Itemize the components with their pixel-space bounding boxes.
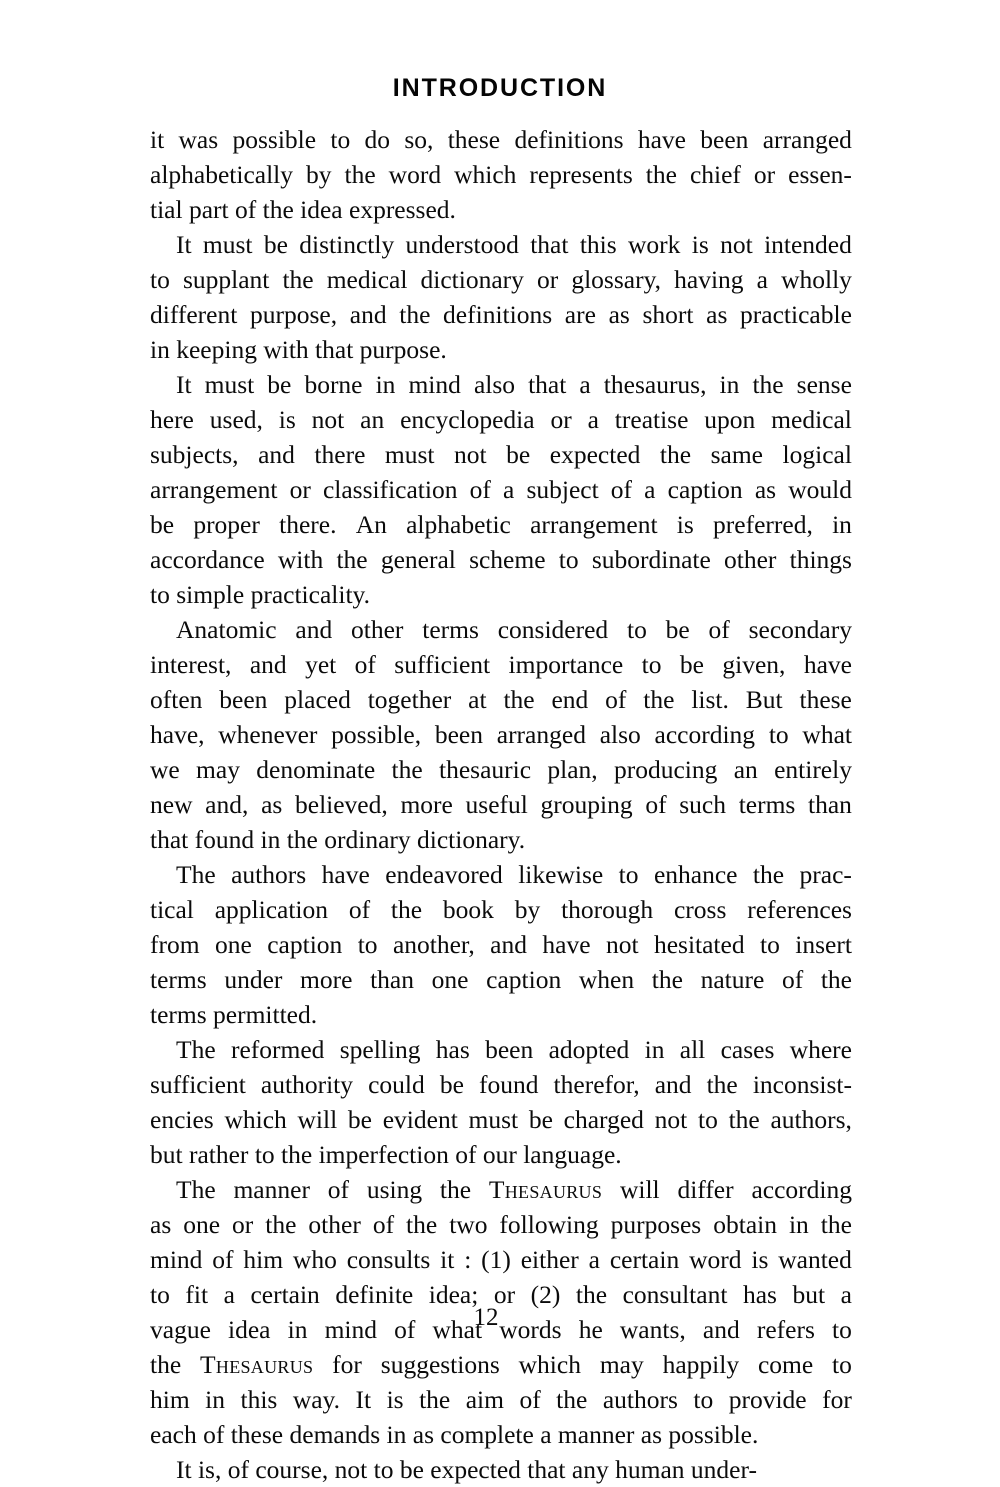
paragraph xyxy=(150,1032,852,1172)
text-line: to supplant the medical dictionary or glossary, having a wholly xyxy=(150,265,852,294)
text-line: the Thesaurus for suggestions which may happily come to xyxy=(150,1347,852,1382)
text-line: alphabetically by the word which represents the chief or essen- xyxy=(150,160,852,189)
text-line: It must be borne in mind also that a thesaurus, in the sense xyxy=(176,370,852,399)
text-line: here used, is not an encyclopedia or a treatise upon medical xyxy=(150,405,852,434)
paragraph xyxy=(150,857,852,1032)
small-caps-word: Thesaurus xyxy=(488,1175,603,1204)
text-line: to simple practicality. xyxy=(150,580,371,609)
text-line: terms permitted. xyxy=(150,1000,318,1029)
text-line: The manner of using the Thesaurus will differ according xyxy=(150,1172,852,1207)
text-line: accordance with the general scheme to subordinate other things xyxy=(150,545,852,574)
text-line: in keeping with that purpose. xyxy=(150,335,447,364)
text-line: It must be distinctly understood that this work is not intended xyxy=(176,230,852,259)
text-line: It is, of course, not to be expected that any human under- xyxy=(176,1455,757,1484)
text-line: him in this way. It is the aim of the authors to provide for xyxy=(150,1385,852,1414)
text-line: that found in the ordinary dictionary. xyxy=(150,825,526,854)
text-line: tial part of the idea expressed. xyxy=(150,195,456,224)
text-line: subjects, and there must not be expected the same logical xyxy=(150,440,852,469)
text-line: vague idea in mind of what words he wants, and refers to xyxy=(150,1315,852,1344)
text-line: have, whenever possible, been arranged also according to what xyxy=(150,720,852,749)
text-line: from one caption to another, and have not hesitated to insert xyxy=(150,930,852,959)
text-line: to fit a certain definite idea; or (2) the consultant has but a xyxy=(150,1280,852,1309)
text-line: it was possible to do so, these definitions have been arranged xyxy=(150,125,852,154)
text-line: as one or the other of the two following purposes obtain in the xyxy=(150,1210,852,1239)
text-line: we may denominate the thesauric plan, producing an entirely xyxy=(150,755,852,784)
text-line: but rather to the imperfection of our language. xyxy=(150,1140,622,1169)
text-line: Anatomic and other terms considered to be of secondary xyxy=(176,615,852,644)
text-line: The authors have endeavored likewise to enhance the prac- xyxy=(176,860,852,889)
text-line: arrangement or classification of a subject of a caption as would xyxy=(150,475,852,504)
text-line: often been placed together at the end of the list. But these xyxy=(150,685,852,714)
text-line: sufficient authority could be found therefor, and the inconsist- xyxy=(150,1070,852,1099)
paragraph xyxy=(150,612,852,857)
page-number: 12 xyxy=(473,1304,499,1331)
running-head: INTRODUCTION xyxy=(392,74,608,102)
text-line: new and, as believed, more useful grouping of such terms than xyxy=(150,790,852,819)
text-line: interest, and yet of sufficient importance to be given, have xyxy=(150,650,852,679)
text-line: mind of him who consults it : (1) either a certain word is wanted xyxy=(150,1245,852,1274)
text-line: terms under more than one caption when the nature of the xyxy=(150,965,852,994)
text-column xyxy=(150,122,852,1487)
text-line: tical application of the book by thorough cross references xyxy=(150,895,852,924)
text-line: be proper there. An alphabetic arrangement is preferred, in xyxy=(150,510,852,539)
small-caps-word: Thesaurus xyxy=(200,1350,314,1379)
text-line: The reformed spelling has been adopted in all cases where xyxy=(176,1035,852,1064)
paragraph xyxy=(150,122,852,227)
paragraph xyxy=(150,1452,852,1487)
text-line: each of these demands in as complete a manner as possible. xyxy=(150,1420,759,1449)
paragraph xyxy=(150,367,852,612)
paragraph xyxy=(150,227,852,367)
text-line: encies which will be evident must be charged not to the authors, xyxy=(150,1105,852,1134)
text-line: different purpose, and the definitions are as short as practicable xyxy=(150,300,852,329)
